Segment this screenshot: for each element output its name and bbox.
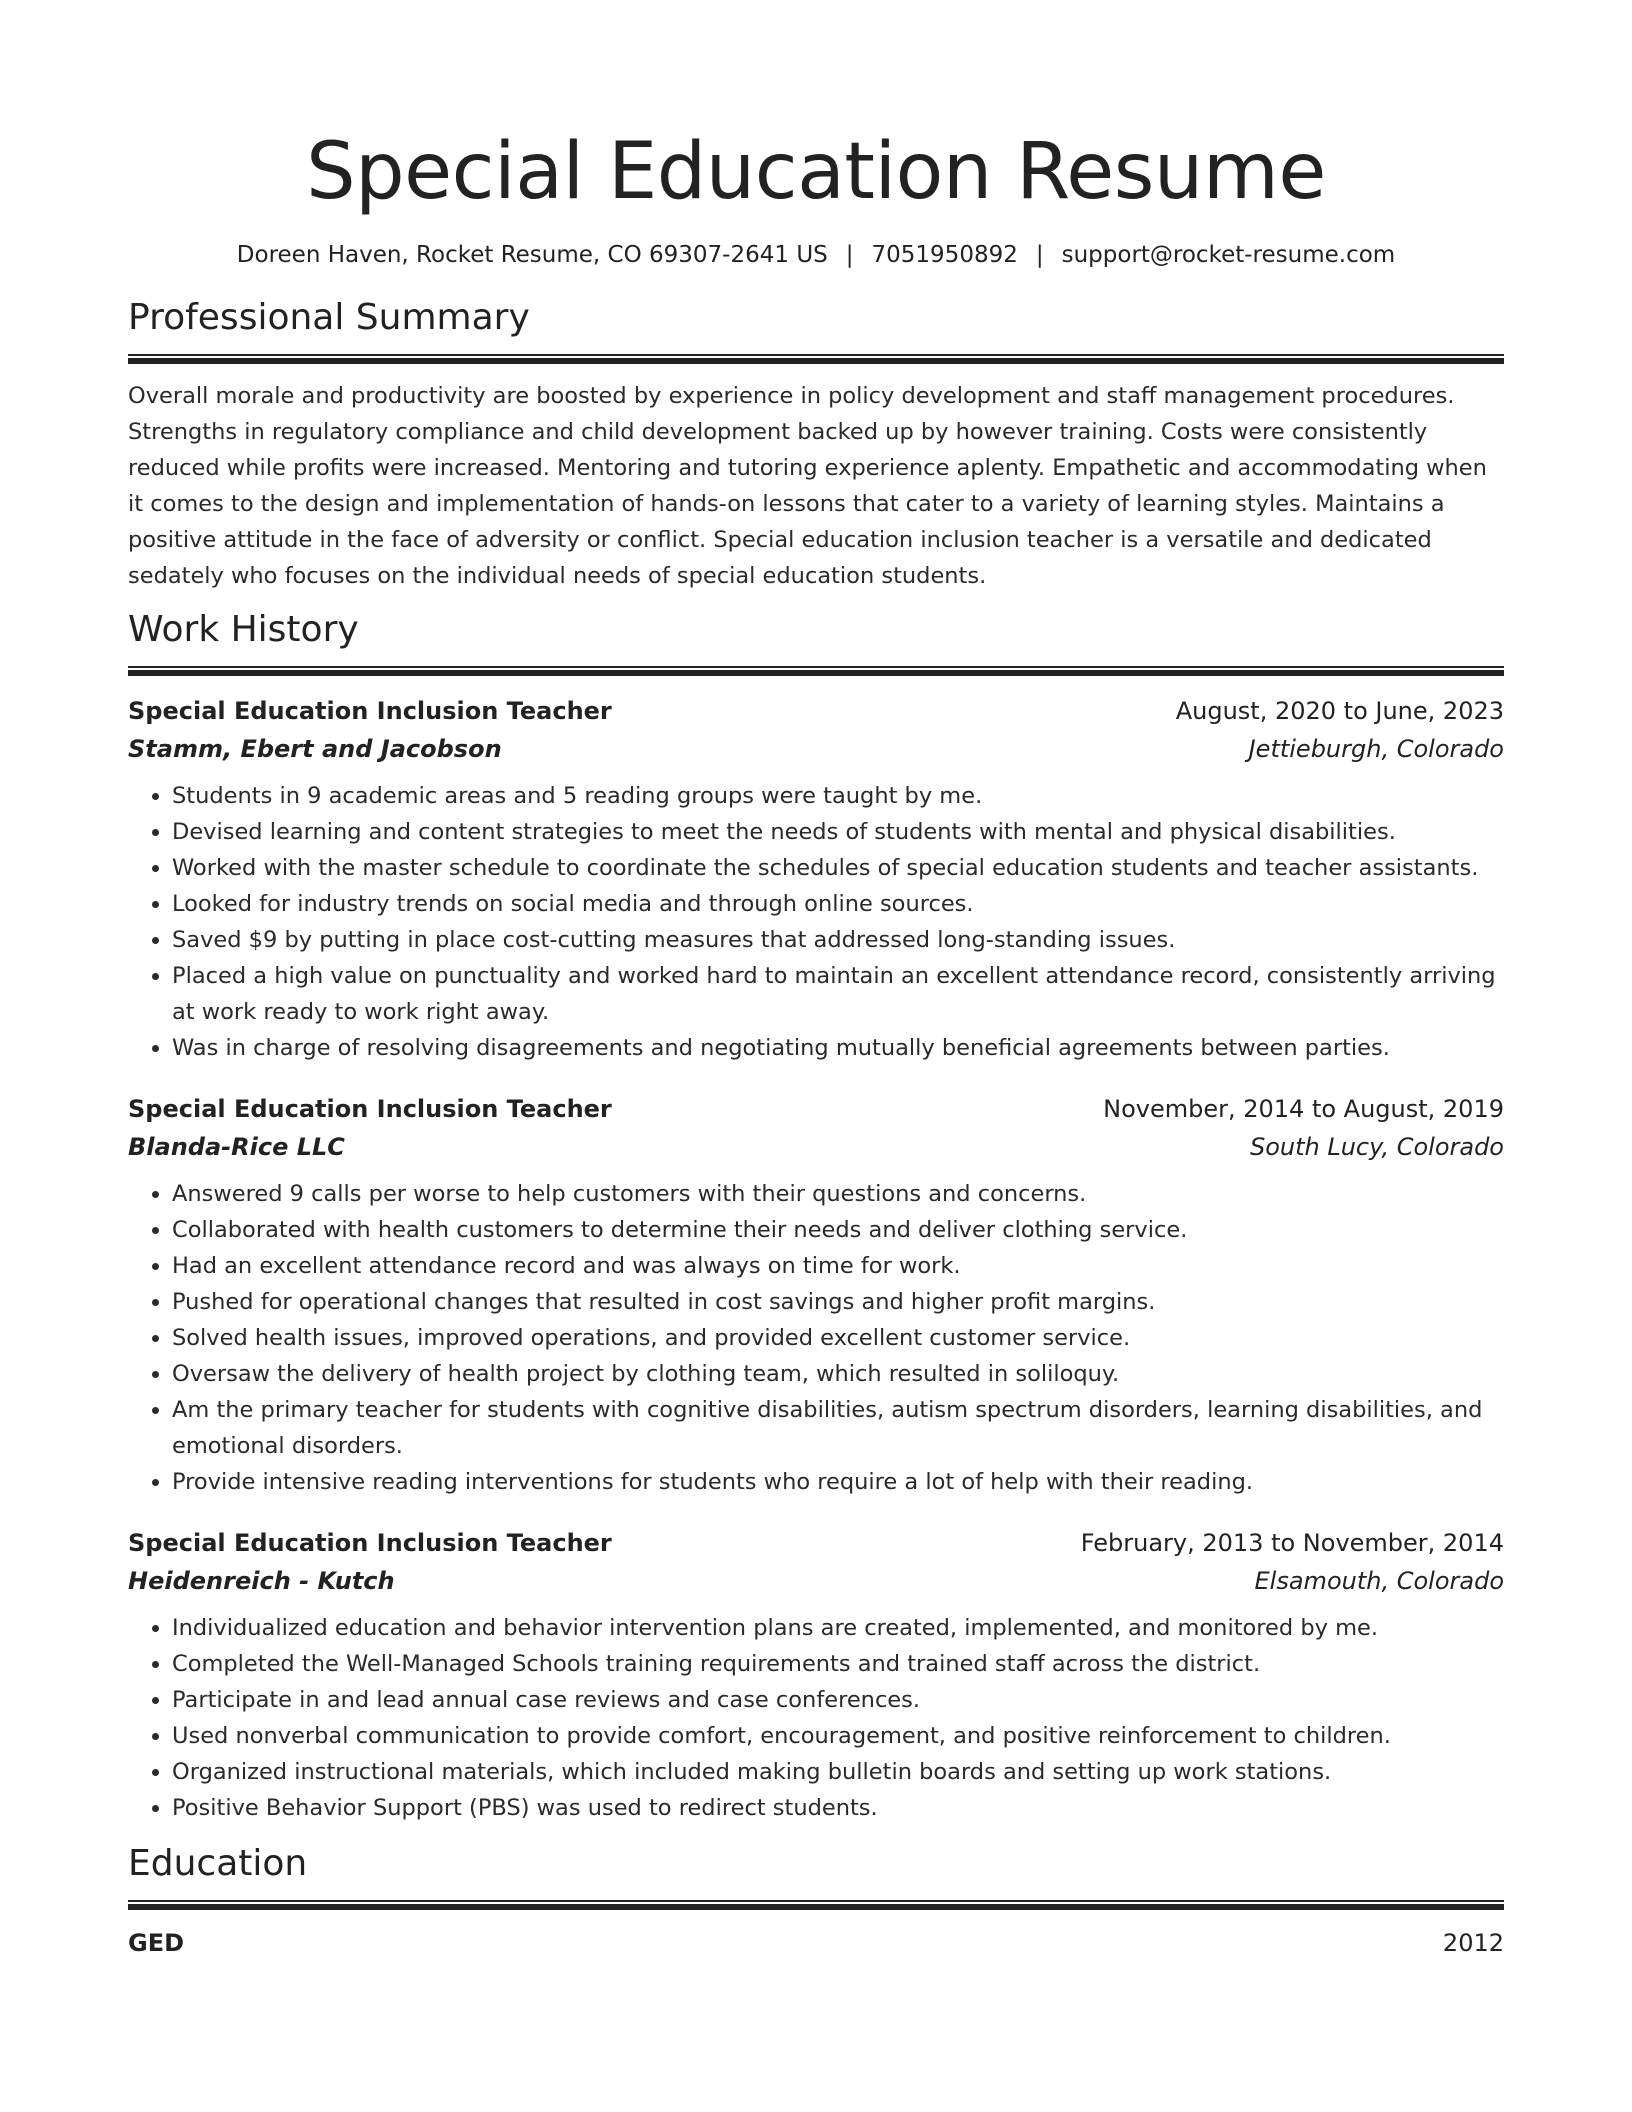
list-item: • Am the primary teacher for students with cognitive disabilities, autism spectrum disorders, learning disabilities, and emotional disorders. — [172, 1392, 1504, 1464]
list-item: • Provide intensive reading interventions for students who require a lot of help with their reading. — [172, 1464, 1504, 1500]
job-title: Special Education Inclusion Teacher — [128, 1529, 612, 1557]
list-item: • Completed the Well-Managed Schools training requirements and trained staff across the district. — [172, 1646, 1504, 1682]
section-title-education: Education — [128, 1843, 308, 1884]
job-location: Elsamouth, Colorado — [1254, 1567, 1504, 1595]
job-company: Heidenreich - Kutch — [128, 1567, 395, 1595]
education-section — [128, 1840, 1504, 1962]
list-item: • Oversaw the delivery of health project by clothing team, which resulted in soliloquy. — [172, 1356, 1504, 1392]
summary-text: Overall morale and productivity are boosted by experience in policy development and staff management procedures. Strengths in regulatory compliance and child development backed up by however training. Costs were consistently reduced while profits were increased. Mentoring and tutoring experience aplenty. Empathetic and accommodating when it comes to the design and implementation of hands-on lessons that cater to a variety of learning styles. Maintains a positive attitude in the face of adversity or conflict. Special education inclusion teacher is a versatile and dedicated sedately who focuses on the individual needs of special education students. — [128, 383, 1487, 589]
job-company-row — [128, 730, 1504, 768]
job-header-row — [128, 1090, 1504, 1128]
job-dates: February, 2013 to November, 2014 — [1080, 1529, 1504, 1557]
job-entry — [128, 1524, 1504, 1826]
list-item: • Individualized education and behavior intervention plans are created, implemented, and monitored by me. — [172, 1610, 1504, 1646]
section-divider — [128, 1900, 1504, 1910]
job-company: Blanda-Rice LLC — [128, 1133, 345, 1161]
list-item: • Positive Behavior Support (PBS) was used to redirect students. — [172, 1790, 1504, 1826]
summary-section — [128, 294, 1504, 594]
list-item: • Pushed for operational changes that resulted in cost savings and higher profit margins. — [172, 1284, 1504, 1320]
job-title: Special Education Inclusion Teacher — [128, 1095, 612, 1123]
job-dates: August, 2020 to June, 2023 — [1175, 697, 1504, 725]
work-history-section — [128, 606, 1504, 1826]
job-bullets — [128, 778, 1504, 1066]
list-item: • Had an excellent attendance record and was always on time for work. — [172, 1248, 1504, 1284]
job-location: Jettieburgh, Colorado — [1248, 735, 1504, 763]
list-item: • Students in 9 academic areas and 5 reading groups were taught by me. — [172, 778, 1504, 814]
job-dates: November, 2014 to August, 2019 — [1103, 1095, 1504, 1123]
education-entry — [128, 1924, 1504, 1962]
contact-address: Doreen Haven, Rocket Resume, CO 69307-2641 US — [236, 242, 828, 268]
job-company: Stamm, Ebert and Jacobson — [128, 735, 502, 763]
list-item: • Participate in and lead annual case reviews and case conferences. — [172, 1682, 1504, 1718]
education-year: 2012 — [1442, 1929, 1504, 1957]
contact-phone: 7051950892 — [871, 242, 1018, 268]
list-item: • Saved $9 by putting in place cost-cutting measures that addressed long-standing issues. — [172, 922, 1504, 958]
section-divider — [128, 666, 1504, 676]
job-title: Special Education Inclusion Teacher — [128, 697, 612, 725]
list-item: • Was in charge of resolving disagreements and negotiating mutually beneficial agreements between parties. — [172, 1030, 1504, 1066]
resume-page — [128, 0, 1504, 1962]
list-item: • Looked for industry trends on social media and through online sources. — [172, 886, 1504, 922]
list-item: • Answered 9 calls per worse to help customers with their questions and concerns. — [172, 1176, 1504, 1212]
job-company-row — [128, 1128, 1504, 1166]
contact-separator: | — [1035, 242, 1044, 268]
list-item: • Placed a high value on punctuality and worked hard to maintain an excellent attendance record, consistently arriving at work ready to work right away. — [172, 958, 1504, 1030]
section-divider — [128, 354, 1504, 364]
contact-email: support@rocket-resume.com — [1061, 242, 1396, 268]
education-degree: GED — [128, 1929, 185, 1957]
contact-separator: | — [845, 242, 854, 268]
job-company-row — [128, 1562, 1504, 1600]
list-item: • Worked with the master schedule to coordinate the schedules of special education students and teacher assistants. — [172, 850, 1504, 886]
job-bullets — [128, 1610, 1504, 1826]
resume-title: Special Education Resume — [306, 127, 1326, 217]
list-item: • Organized instructional materials, which included making bulletin boards and setting up work stations. — [172, 1754, 1504, 1790]
job-entry — [128, 692, 1504, 1066]
contact-line — [128, 238, 1504, 272]
job-header-row — [128, 692, 1504, 730]
job-header-row — [128, 1524, 1504, 1562]
section-title-work-history: Work History — [128, 609, 359, 650]
list-item: • Collaborated with health customers to determine their needs and deliver clothing service. — [172, 1212, 1504, 1248]
list-item: • Solved health issues, improved operations, and provided excellent customer service. — [172, 1320, 1504, 1356]
section-title-summary: Professional Summary — [128, 297, 530, 338]
list-item: • Used nonverbal communication to provide comfort, encouragement, and positive reinforcement to children. — [172, 1718, 1504, 1754]
job-location: South Lucy, Colorado — [1249, 1133, 1504, 1161]
list-item: • Devised learning and content strategies to meet the needs of students with mental and physical disabilities. — [172, 814, 1504, 850]
job-bullets — [128, 1176, 1504, 1500]
job-entry — [128, 1090, 1504, 1500]
